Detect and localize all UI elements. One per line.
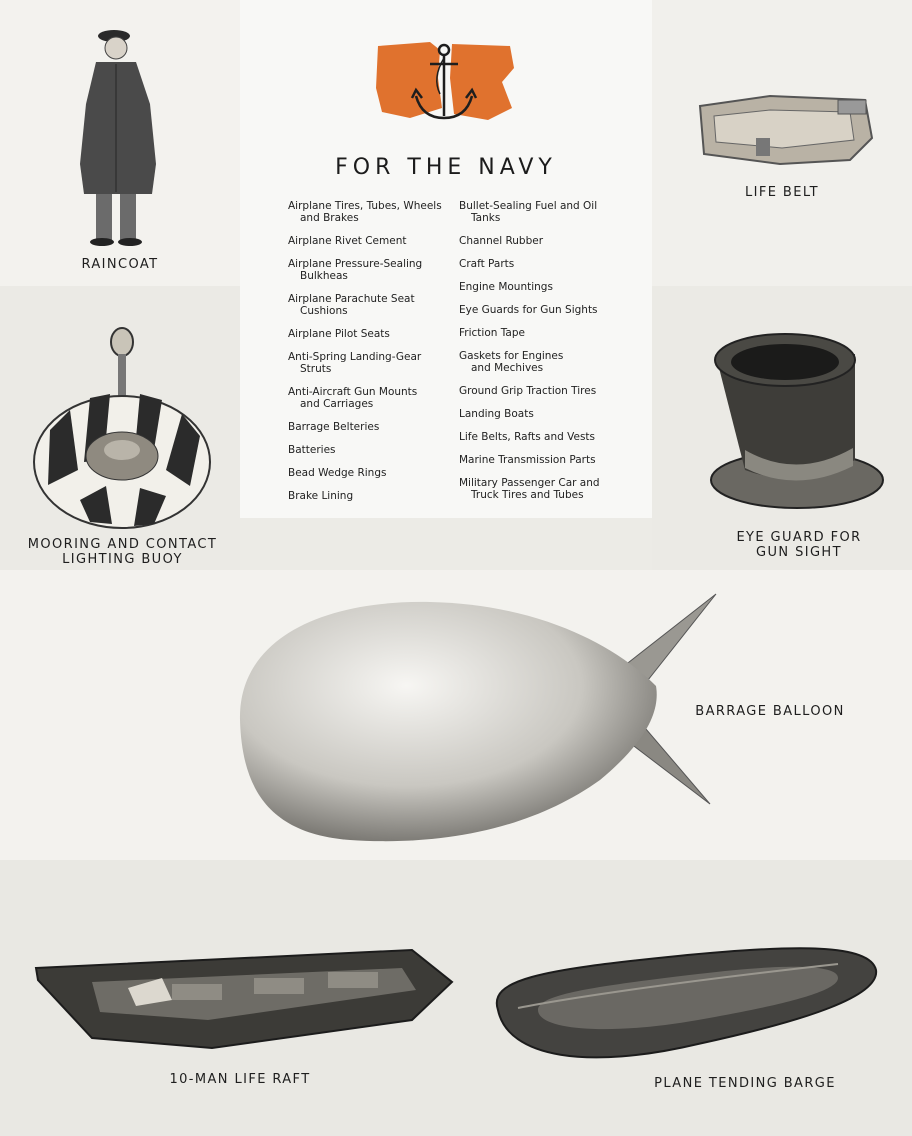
list-item-line2: Bulkheas: [300, 270, 348, 282]
list-item: [288, 490, 453, 502]
list-item-line2: and Brakes: [300, 212, 359, 224]
list-item: [459, 258, 639, 270]
list-item-line1: Airplane Tires, Tubes, Wheels: [288, 200, 442, 212]
list-item-line2: Cushions: [300, 305, 348, 317]
list-item-line1: Batteries: [288, 444, 336, 456]
list-item: [459, 200, 639, 224]
balloon-image: [230, 590, 730, 848]
list-item: [459, 385, 639, 397]
balloon-caption: BARRAGE BALLOON: [695, 704, 845, 719]
raincoat-figure: [70, 24, 170, 250]
list-item-line1: Marine Transmission Parts: [459, 454, 596, 466]
list-item-line1: Bullet-Sealing Fuel and Oil: [459, 200, 598, 212]
list-item: [459, 431, 639, 443]
list-item: [459, 327, 639, 339]
list-item: [288, 293, 453, 317]
list-item-line1: Military Passenger Car and: [459, 477, 600, 489]
list-item-line1: Channel Rubber: [459, 235, 544, 247]
list-item-line1: Landing Boats: [459, 408, 534, 420]
barge-image: [478, 940, 878, 1075]
supply-list-left: [288, 200, 453, 513]
list-item: [288, 421, 453, 433]
list-item: [459, 408, 639, 420]
eye-guard-caption: EYE GUARD FOR GUN SIGHT: [736, 530, 862, 560]
list-item-line1: Eye Guards for Gun Sights: [459, 304, 598, 316]
list-item: [459, 350, 639, 374]
list-item-line1: Airplane Pressure-Sealing: [288, 258, 423, 270]
list-item-line2: Tanks: [471, 212, 501, 224]
list-item: [459, 477, 639, 501]
list-item: [288, 328, 453, 340]
list-item-line1: Friction Tape: [459, 327, 525, 339]
eye-guard-image: [705, 330, 890, 515]
list-item-line2: Struts: [300, 363, 332, 375]
list-item: [288, 200, 453, 224]
list-item-line2: and Carriages: [300, 398, 374, 410]
list-item-line1: Anti-Aircraft Gun Mounts: [288, 386, 418, 398]
list-item-line1: Life Belts, Rafts and Vests: [459, 431, 596, 443]
list-item-line1: Airplane Rivet Cement: [288, 235, 407, 247]
list-item-line2: Truck Tires and Tubes: [471, 489, 584, 501]
list-item: [288, 235, 453, 247]
supply-list-right: [459, 200, 639, 512]
list-item: [288, 467, 453, 479]
page-title: FOR THE NAVY: [335, 155, 557, 180]
life-raft-image: [32, 940, 457, 1058]
list-item: [459, 235, 639, 247]
list-item-line1: Gaskets for Engines: [459, 350, 564, 362]
list-item: [459, 281, 639, 293]
list-item-line1: Airplane Parachute Seat: [288, 293, 415, 305]
list-item: [288, 351, 453, 375]
list-item-line1: Brake Lining: [288, 490, 354, 502]
list-item-line2: and Mechives: [471, 362, 544, 374]
list-item: [288, 386, 453, 410]
list-item-line1: Bead Wedge Rings: [288, 467, 387, 479]
buoy-image: [30, 310, 215, 535]
buoy-caption: MOORING AND CONTACT LIGHTING BUOY: [27, 537, 218, 567]
list-item-line1: Craft Parts: [459, 258, 515, 270]
list-item: [288, 258, 453, 282]
list-item: [459, 304, 639, 316]
list-item-line1: Barrage Belteries: [288, 421, 380, 433]
anchor-emblem: [370, 38, 520, 128]
life-belt-caption: LIFE BELT: [744, 185, 820, 200]
list-item-line1: Airplane Pilot Seats: [288, 328, 390, 340]
barge-caption: PLANE TENDING BARGE: [654, 1076, 836, 1091]
list-item-line1: Engine Mountings: [459, 281, 553, 293]
raincoat-caption: RAINCOAT: [81, 257, 159, 272]
list-item-line1: Ground Grip Traction Tires: [459, 385, 597, 397]
life-raft-caption: 10-MAN LIFE RAFT: [169, 1072, 311, 1087]
life-belt-image: [690, 88, 880, 170]
list-item: [459, 454, 639, 466]
list-item-line1: Anti-Spring Landing-Gear: [288, 351, 422, 363]
list-item: [288, 444, 453, 456]
